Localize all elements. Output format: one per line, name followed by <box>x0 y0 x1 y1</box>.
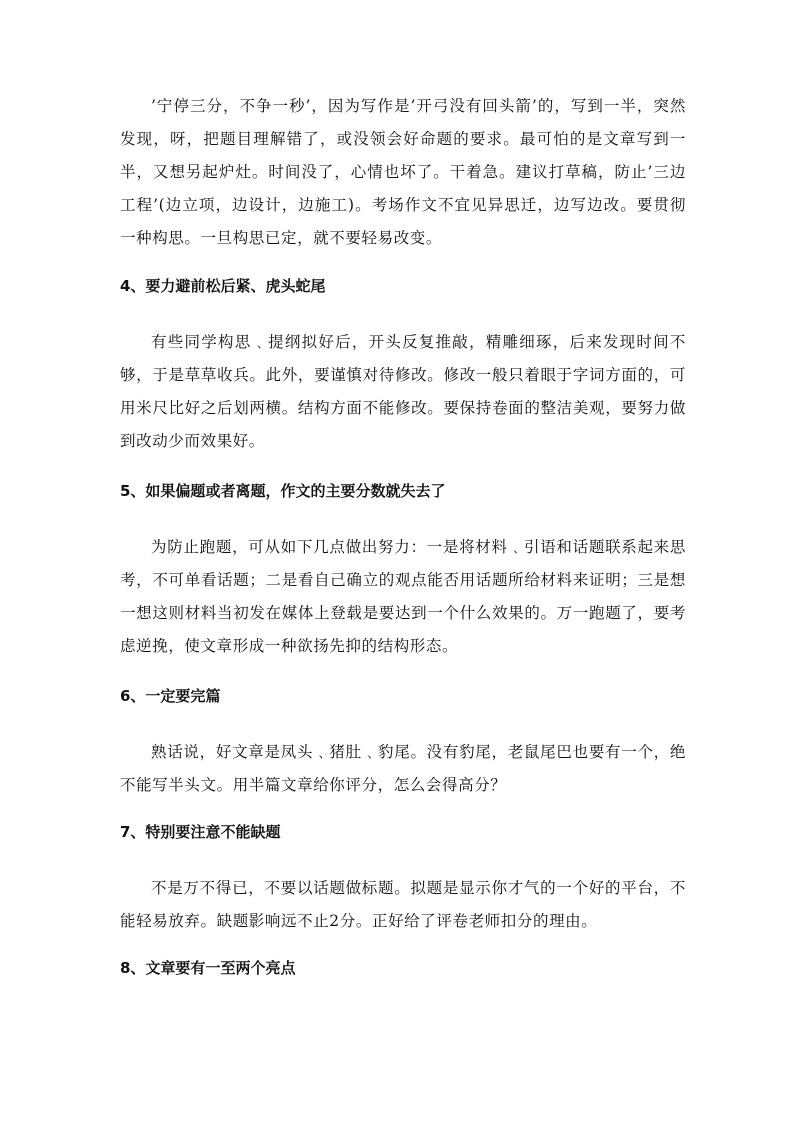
heading-section-8: 8、文章要有一至两个亮点 <box>120 959 296 977</box>
heading-section-5: 5、如果偏题或者离题，作文的主要分数就失去了 <box>120 482 446 500</box>
heading-section-6: 6、一定要完篇 <box>120 687 221 705</box>
paragraph-section-6: 熟话说，好文章是凤头﹑猪肚﹑豹尾。没有豹尾，老鼠尾巴也要有一个，绝不能写半头文。用半篇文章给你评分，怎么会得高分？ <box>120 743 686 794</box>
paragraph-draft-advice: ’宁停三分，不争一秒’，因为写作是’开弓没有回头箭’的，写到一半，突然发现，呀，把题目理解错了，或没领会好命题的要求。最可怕的是文章写到一半，又想另起炉灶。时间没了，心情也坏了。干着急。建议打草稿，防止’三边工程’(边立项，边设计，边施工)。考场作文不宜见异思迁，边写边改。要贯彻一种构思。一旦构思已定，就不要轻易改变。 <box>120 97 686 247</box>
paragraph-section-4: 有些同学构思﹑提纲拟好后，开头反复推敲，精雕细琢，后来发现时间不够，于是草草收兵。此外，要谨慎对待修改。修改一般只着眼于字词方面的，可用米尺比好之后划两横。结构方面不能修改。要保持卷面的整洁美观，要努力做到改动少而效果好。 <box>120 333 686 450</box>
heading-section-7: 7、特别要注意不能缺题 <box>120 823 281 841</box>
heading-section-4: 4、要力避前松后紧、虎头蛇尾 <box>120 277 326 295</box>
paragraph-section-7: 不是万不得已，不要以话题做标题。拟题是显示你才气的一个好的平台，不能轻易放弃。缺题影响远不止2分。正好给了评卷老师扣分的理由。 <box>120 879 686 930</box>
paragraph-section-5: 为防止跑题，可从如下几点做出努力：一是将材料﹑引语和话题联系起来思考，不可单看话题；二是看自己确立的观点能否用话题所给材料来证明；三是想一想这则材料当初发在媒体上登载是要达到一个什么效果的。万一跑题了，要考虑逆挽，使文章形成一种欲扬先抑的结构形态。 <box>120 538 686 655</box>
